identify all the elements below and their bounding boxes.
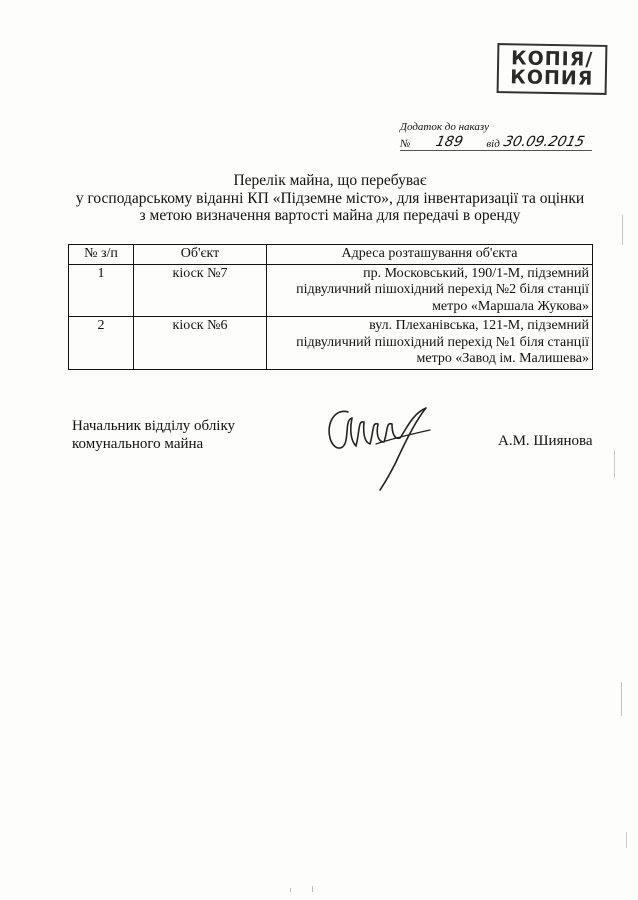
- row-number: 2: [69, 317, 134, 370]
- scan-edge-mark: [626, 832, 627, 848]
- order-date: 30.09.2015: [501, 134, 586, 150]
- addendum-title: Додаток до наказу: [400, 121, 489, 133]
- date-prefix: від: [486, 138, 500, 150]
- address-line: метро «Маршала Жукова»: [432, 298, 589, 314]
- handwritten-signature: [316, 400, 446, 495]
- address-line: підвуличний пішохідний перехід №2 біля станції: [296, 282, 589, 297]
- table-row: [69, 317, 593, 370]
- addendum-number-line: [400, 134, 592, 151]
- title-line-3: з метою визначення вартості майна для передачі в оренду: [139, 207, 521, 224]
- row-object: кіоск №6: [134, 317, 267, 370]
- row-number: 1: [69, 264, 134, 317]
- header-number: № з/п: [69, 245, 134, 265]
- signatory-position: [72, 417, 292, 453]
- row-address: [267, 264, 593, 317]
- header-address: Адреса розташування об'єкта: [267, 245, 593, 265]
- title-line-2: у господарському віданні КП «Підземне місто», для інвентаризації та оцінки: [75, 189, 585, 207]
- table-header-row: [69, 245, 593, 265]
- assets-table: [68, 244, 593, 370]
- scan-edge-mark: [312, 886, 313, 892]
- order-addendum-reference: [400, 121, 600, 151]
- position-line-2: комунального майна: [72, 436, 204, 452]
- scan-edge-mark: [622, 215, 623, 245]
- stamp-line-1: КОПІЯ/: [510, 47, 594, 71]
- row-object: кіоск №7: [134, 264, 267, 317]
- stamp-line-2: КОПИЯ: [510, 66, 594, 90]
- address-line: метро «Завод ім. Малишева»: [416, 351, 589, 366]
- address-line: підвуличний пішохідний перехід №1 біля станції: [296, 334, 589, 350]
- copy-stamp: [497, 43, 608, 95]
- order-number: 189: [434, 134, 465, 150]
- header-object: Об'єкт: [134, 245, 267, 265]
- table-row: [69, 264, 593, 317]
- scan-edge-mark: [290, 888, 291, 892]
- scan-edge-mark: [621, 682, 622, 716]
- signatory-name: А.М. Шиянова: [498, 433, 593, 449]
- number-prefix: №: [400, 138, 411, 150]
- position-line-1: Начальник відділу обліку: [72, 418, 236, 434]
- document-title: [60, 172, 600, 225]
- title-line-1: Перелік майна, що перебуває: [233, 172, 427, 189]
- address-line: вул. Плеханівська, 121-М, підземний: [369, 318, 589, 333]
- address-line: пр. Московський, 190/1-М, підземний: [363, 265, 589, 281]
- scan-edge-mark: [614, 450, 615, 478]
- row-address: [267, 317, 593, 370]
